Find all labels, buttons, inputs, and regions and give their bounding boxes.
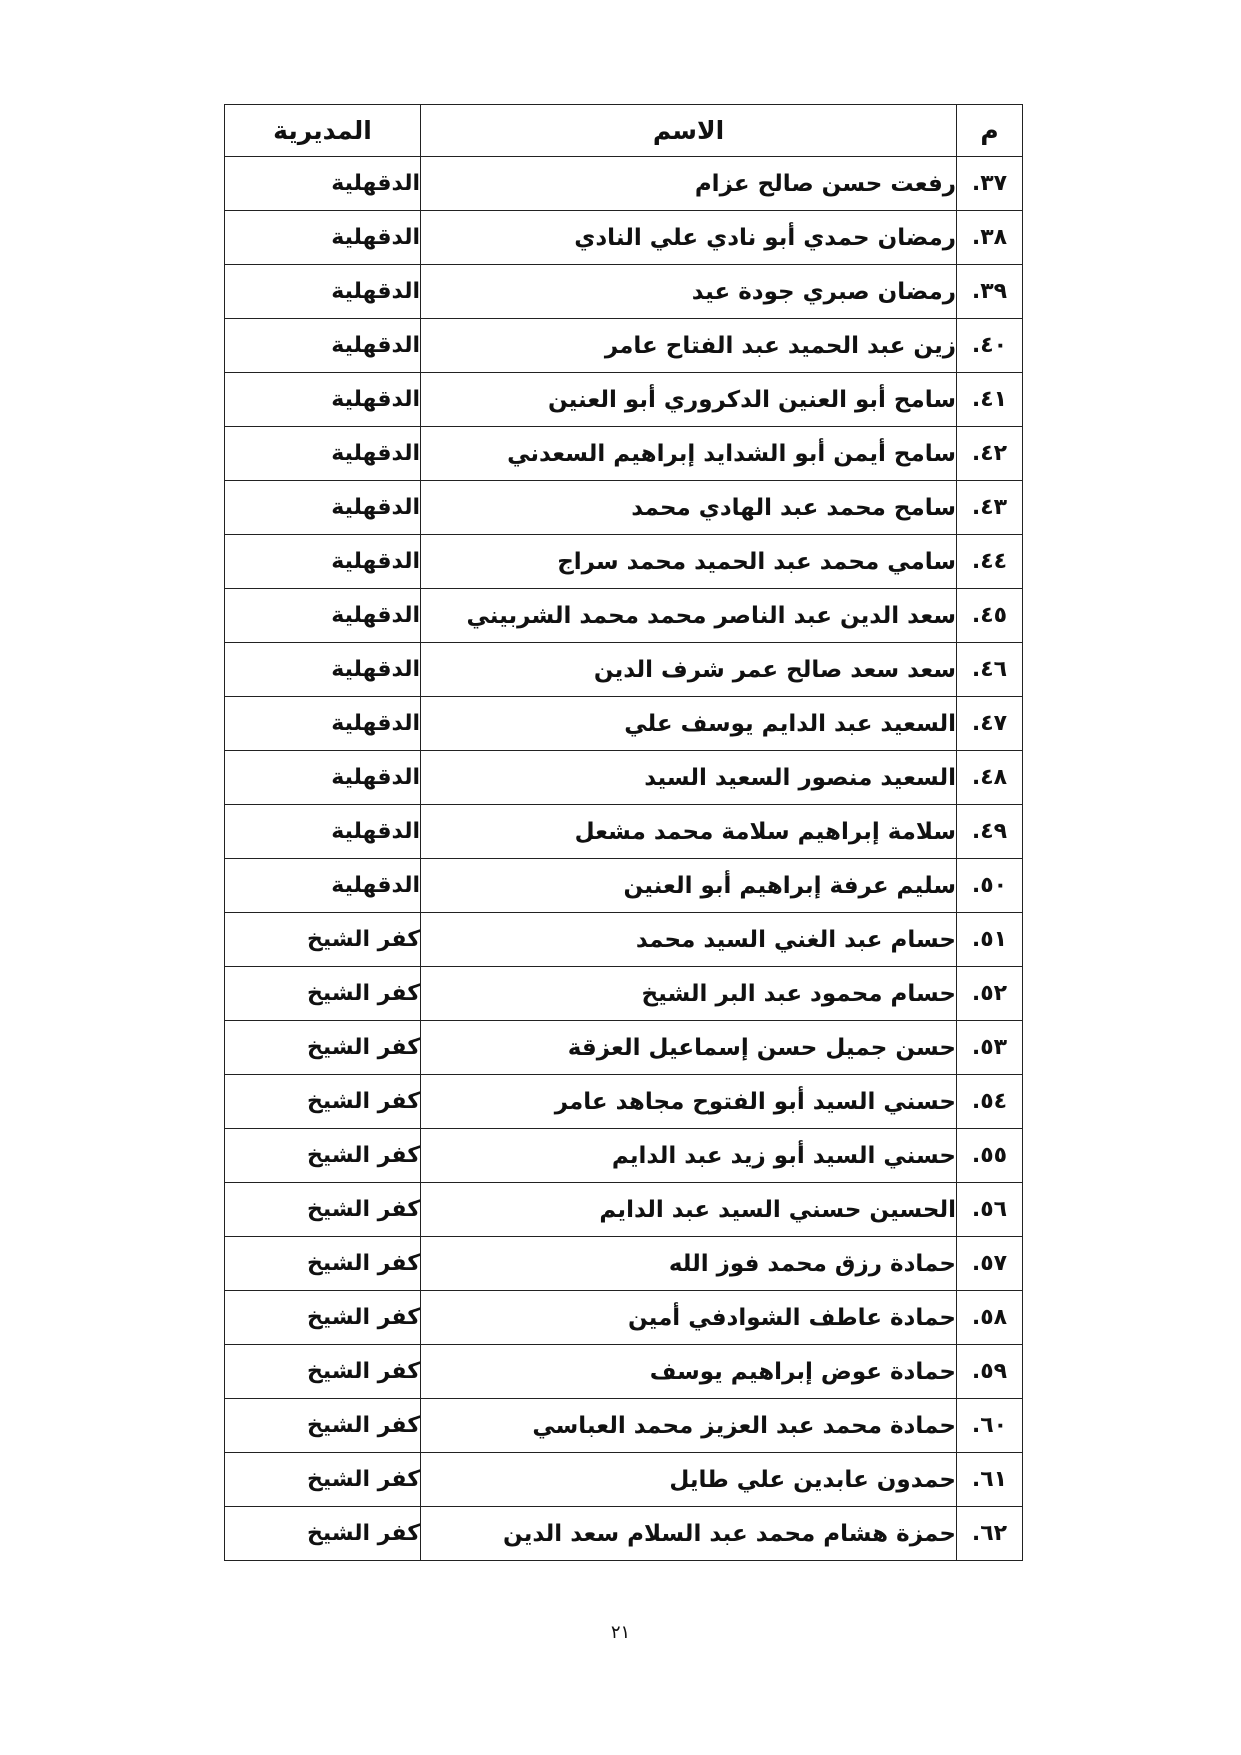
row-number: ٣٧. [957, 157, 1023, 211]
row-number: ٥١. [957, 913, 1023, 967]
table-row [225, 1129, 1023, 1183]
row-directorate: كفر الشيخ [225, 967, 421, 1021]
row-number: ٤٣. [957, 481, 1023, 535]
row-name: سلامة إبراهيم سلامة محمد مشعل [421, 805, 957, 859]
table-row [225, 859, 1023, 913]
table-row [225, 1399, 1023, 1453]
row-directorate: الدقهلية [225, 427, 421, 481]
header-name: الاسم [421, 105, 957, 157]
row-directorate: كفر الشيخ [225, 1345, 421, 1399]
row-name: حمادة عوض إبراهيم يوسف [421, 1345, 957, 1399]
row-directorate: كفر الشيخ [225, 1453, 421, 1507]
table-row [225, 211, 1023, 265]
table-row [225, 1507, 1023, 1561]
table-row [225, 373, 1023, 427]
row-name: رفعت حسن صالح عزام [421, 157, 957, 211]
row-directorate: الدقهلية [225, 643, 421, 697]
table-row [225, 967, 1023, 1021]
row-name: حمزة هشام محمد عبد السلام سعد الدين [421, 1507, 957, 1561]
row-directorate: كفر الشيخ [225, 1291, 421, 1345]
row-directorate: الدقهلية [225, 481, 421, 535]
row-number: ٤٥. [957, 589, 1023, 643]
page-number: ٢١ [610, 1622, 631, 1643]
row-number: ٤٩. [957, 805, 1023, 859]
row-name: السعيد عبد الدايم يوسف علي [421, 697, 957, 751]
row-number: ٤٧. [957, 697, 1023, 751]
table-row [225, 1021, 1023, 1075]
row-directorate: كفر الشيخ [225, 1399, 421, 1453]
row-name: حسن جميل حسن إسماعيل العزقة [421, 1021, 957, 1075]
row-name: السعيد منصور السعيد السيد [421, 751, 957, 805]
row-number: ٣٨. [957, 211, 1023, 265]
row-name: حمدون عابدين علي طايل [421, 1453, 957, 1507]
row-directorate: الدقهلية [225, 319, 421, 373]
row-number: ٥٨. [957, 1291, 1023, 1345]
table-row [225, 1075, 1023, 1129]
table-row [225, 1453, 1023, 1507]
row-number: ٦٠. [957, 1399, 1023, 1453]
row-number: ٣٩. [957, 265, 1023, 319]
row-number: ٥٩. [957, 1345, 1023, 1399]
row-number: ٥٣. [957, 1021, 1023, 1075]
table-row [225, 1183, 1023, 1237]
row-directorate: الدقهلية [225, 373, 421, 427]
table-row [225, 265, 1023, 319]
table-row [225, 427, 1023, 481]
table-row [225, 535, 1023, 589]
names-table [224, 104, 1023, 1561]
table-row [225, 643, 1023, 697]
row-number: ٥٠. [957, 859, 1023, 913]
row-name: حسني السيد أبو زيد عبد الدايم [421, 1129, 957, 1183]
row-directorate: كفر الشيخ [225, 1183, 421, 1237]
table-body [225, 157, 1023, 1561]
row-name: سعد سعد صالح عمر شرف الدين [421, 643, 957, 697]
table-row [225, 589, 1023, 643]
row-name: حمادة رزق محمد فوز الله [421, 1237, 957, 1291]
row-name: رمضان حمدي أبو نادي علي النادي [421, 211, 957, 265]
row-number: ٤١. [957, 373, 1023, 427]
row-number: ٥٤. [957, 1075, 1023, 1129]
row-name: حمادة عاطف الشوادفي أمين [421, 1291, 957, 1345]
row-name: حمادة محمد عبد العزيز محمد العباسي [421, 1399, 957, 1453]
table-header-row [225, 105, 1023, 157]
table-row [225, 805, 1023, 859]
row-directorate: الدقهلية [225, 211, 421, 265]
row-number: ٤٦. [957, 643, 1023, 697]
row-name: زين عبد الحميد عبد الفتاح عامر [421, 319, 957, 373]
row-directorate: كفر الشيخ [225, 1237, 421, 1291]
row-number: ٤٢. [957, 427, 1023, 481]
row-directorate: كفر الشيخ [225, 1129, 421, 1183]
row-name: حسام محمود عبد البر الشيخ [421, 967, 957, 1021]
row-directorate: الدقهلية [225, 751, 421, 805]
row-number: ٥٢. [957, 967, 1023, 1021]
table-row [225, 157, 1023, 211]
table-row [225, 913, 1023, 967]
row-name: سعد الدين عبد الناصر محمد محمد الشربيني [421, 589, 957, 643]
row-number: ٤٠. [957, 319, 1023, 373]
row-directorate: الدقهلية [225, 157, 421, 211]
row-directorate: كفر الشيخ [225, 913, 421, 967]
row-name: سامح محمد عبد الهادي محمد [421, 481, 957, 535]
row-name: حسام عبد الغني السيد محمد [421, 913, 957, 967]
row-name: الحسين حسني السيد عبد الدايم [421, 1183, 957, 1237]
row-name: سامح أيمن أبو الشدايد إبراهيم السعدني [421, 427, 957, 481]
table-row [225, 1237, 1023, 1291]
row-directorate: الدقهلية [225, 697, 421, 751]
row-directorate: كفر الشيخ [225, 1075, 421, 1129]
row-name: سامي محمد عبد الحميد محمد سراج [421, 535, 957, 589]
row-number: ٦٢. [957, 1507, 1023, 1561]
table-row [225, 751, 1023, 805]
row-name: سليم عرفة إبراهيم أبو العنين [421, 859, 957, 913]
row-directorate: الدقهلية [225, 535, 421, 589]
table-row [225, 319, 1023, 373]
row-number: ٤٤. [957, 535, 1023, 589]
row-name: سامح أبو العنين الدكروري أبو العنين [421, 373, 957, 427]
table-row [225, 1291, 1023, 1345]
row-directorate: كفر الشيخ [225, 1507, 421, 1561]
header-directorate: المديرية [225, 105, 421, 157]
row-name: حسني السيد أبو الفتوح مجاهد عامر [421, 1075, 957, 1129]
header-number: م [957, 105, 1023, 157]
row-number: ٦١. [957, 1453, 1023, 1507]
row-directorate: الدقهلية [225, 859, 421, 913]
table-row [225, 1345, 1023, 1399]
row-name: رمضان صبري جودة عيد [421, 265, 957, 319]
row-directorate: الدقهلية [225, 805, 421, 859]
row-directorate: الدقهلية [225, 589, 421, 643]
row-number: ٥٦. [957, 1183, 1023, 1237]
row-number: ٥٧. [957, 1237, 1023, 1291]
row-number: ٤٨. [957, 751, 1023, 805]
row-directorate: كفر الشيخ [225, 1021, 421, 1075]
row-directorate: الدقهلية [225, 265, 421, 319]
row-number: ٥٥. [957, 1129, 1023, 1183]
table-row [225, 697, 1023, 751]
table-row [225, 481, 1023, 535]
